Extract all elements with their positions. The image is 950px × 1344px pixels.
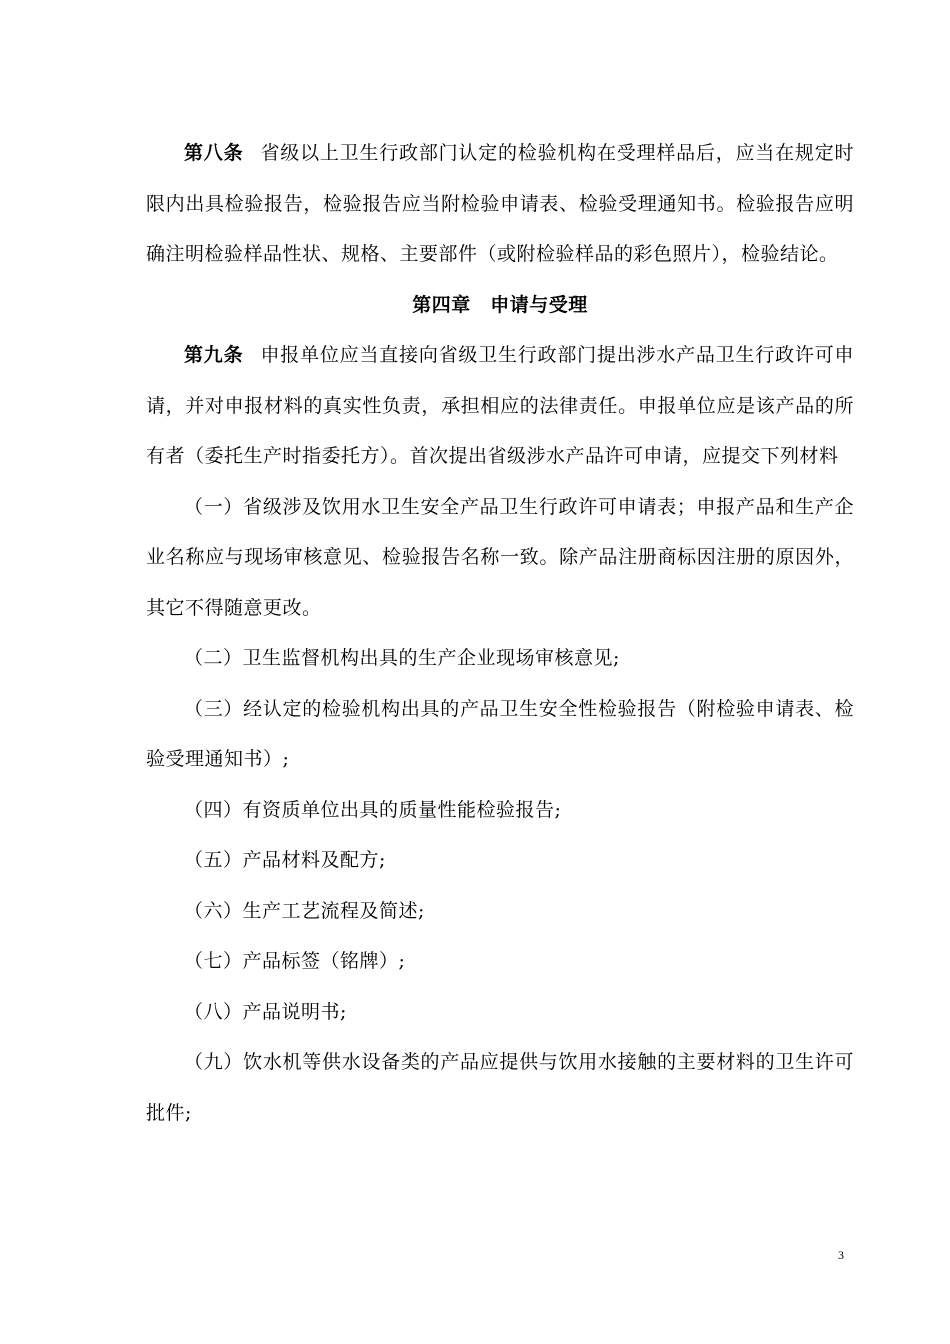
article-8-title: 第八条: [184, 142, 244, 164]
list-item-8: （八）产品说明书;: [184, 1000, 347, 1023]
document-body: [146, 128, 854, 1138]
chapter-4-heading: 第四章 申请与受理: [412, 293, 588, 316]
article-9-text: 申报单位应当直接向省级卫生行政部门提出涉水产品卫生行政许可申请，并对申报材料的真实性负责，承担相应的法律责任。申报单位应是该产品的所有者（委托生产时指委托方）。首次提出省级涉水产品许可申请，应提交下列材料: [146, 344, 854, 467]
list-item-3: （三）经认定的检验机构出具的产品卫生安全性检验报告（附检验申请表、检验受理通知书）;: [146, 697, 854, 770]
article-9-title: 第九条: [184, 344, 244, 366]
article-8-text: 省级以上卫生行政部门认定的检验机构在受理样品后，应当在规定时限内出具检验报告，检验报告应当附检验申请表、检验受理通知书。检验报告应明确注明检验样品性状、规格、主要部件（或附检验样品的彩色照片），检验结论。: [146, 142, 854, 265]
article-9: [146, 330, 854, 482]
list-item-6: （六）生产工艺流程及简述;: [184, 899, 425, 922]
article-8: [146, 128, 854, 280]
list-item-2: （二）卫生监督机构出具的生产企业现场审核意见;: [184, 647, 620, 669]
page-number: 3: [838, 1248, 844, 1262]
list-item-1: （一）省级涉及饮用水卫生安全产品卫生行政许可申请表；申报产品和生产企业名称应与现场审核意见、检验报告名称一致。除产品注册商标因注册的原因外，其它不得随意更改。: [146, 495, 854, 619]
list-item-5: （五）产品材料及配方;: [184, 849, 386, 871]
list-item-4: （四）有资质单位出具的质量性能检验报告;: [184, 798, 562, 821]
list-item-9: （九）饮水机等供水设备类的产品应提供与饮用水接触的主要材料的卫生许可批件;: [146, 1051, 854, 1124]
list-item-7: （七）产品标签（铭牌）;: [184, 950, 406, 972]
